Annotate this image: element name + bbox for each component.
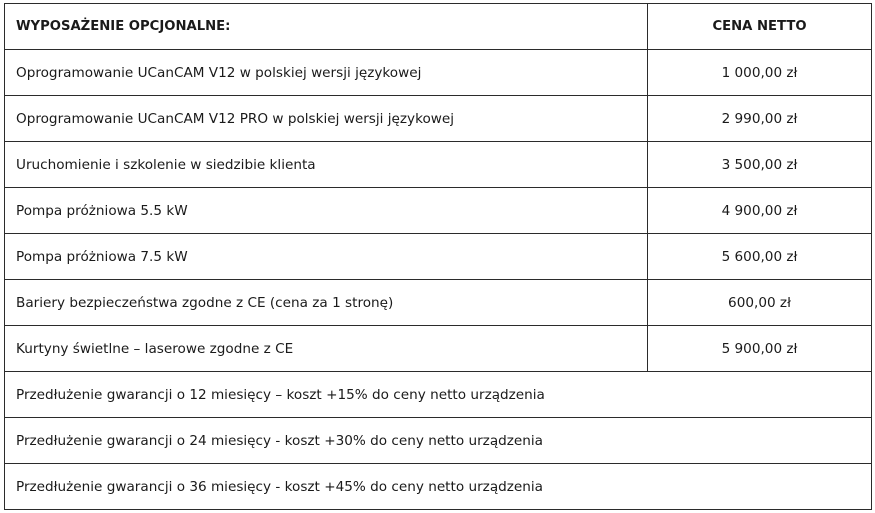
warranty-row-text: Przedłużenie gwarancji o 24 miesięcy - koszt +30% do ceny netto urządzenia xyxy=(5,418,872,464)
row-item: Pompa próżniowa 7.5 kW xyxy=(5,234,648,280)
warranty-row-text: Przedłużenie gwarancji o 12 miesięcy – koszt +15% do ceny netto urządzenia xyxy=(5,372,872,418)
table-row xyxy=(5,96,872,142)
row-item: Bariery bezpieczeństwa zgodne z CE (cena za 1 stronę) xyxy=(5,280,648,326)
row-price: 3 500,00 zł xyxy=(648,142,872,188)
table-row xyxy=(5,188,872,234)
table-row xyxy=(5,234,872,280)
row-item: Kurtyny świetlne – laserowe zgodne z CE xyxy=(5,326,648,372)
row-price: 600,00 zł xyxy=(648,280,872,326)
row-price: 1 000,00 zł xyxy=(648,50,872,96)
row-item: Uruchomienie i szkolenie w siedzibie klienta xyxy=(5,142,648,188)
table-row xyxy=(5,280,872,326)
row-price: 2 990,00 zł xyxy=(648,96,872,142)
header-item: WYPOSAŻENIE OPCJONALNE: xyxy=(5,4,648,50)
table-header-row xyxy=(5,4,872,50)
header-price: CENA NETTO xyxy=(648,4,872,50)
row-item: Oprogramowanie UCanCAM V12 w polskiej wersji językowej xyxy=(5,50,648,96)
warranty-row xyxy=(5,464,872,510)
table-row xyxy=(5,326,872,372)
warranty-row-text: Przedłużenie gwarancji o 36 miesięcy - koszt +45% do ceny netto urządzenia xyxy=(5,464,872,510)
warranty-row xyxy=(5,372,872,418)
optional-equipment-table xyxy=(4,3,872,510)
warranty-row xyxy=(5,418,872,464)
row-price: 5 600,00 zł xyxy=(648,234,872,280)
row-item: Pompa próżniowa 5.5 kW xyxy=(5,188,648,234)
table-row xyxy=(5,142,872,188)
table-row xyxy=(5,50,872,96)
row-price: 5 900,00 zł xyxy=(648,326,872,372)
row-item: Oprogramowanie UCanCAM V12 PRO w polskiej wersji językowej xyxy=(5,96,648,142)
row-price: 4 900,00 zł xyxy=(648,188,872,234)
